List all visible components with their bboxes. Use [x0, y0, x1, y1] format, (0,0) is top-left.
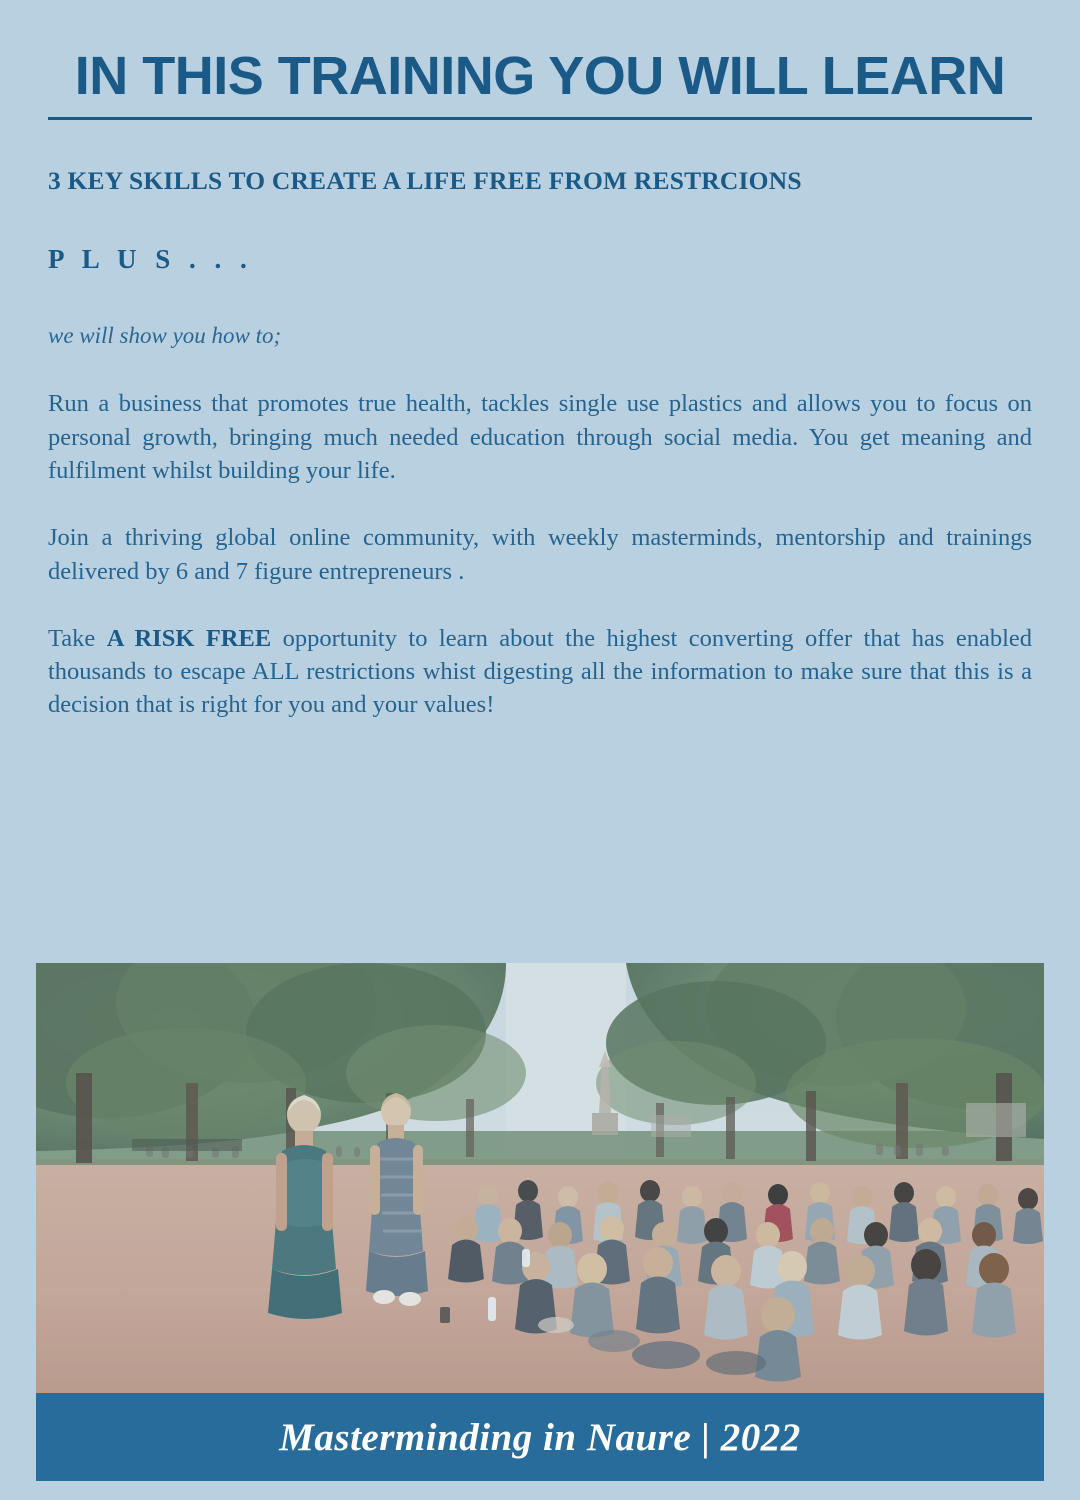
photo-mastermind-in-nature [36, 963, 1044, 1393]
plus-label: P L U S . . . [48, 244, 253, 275]
paragraph-3 [48, 622, 1032, 722]
paragraph-2: Join a thriving global online community, with weekly masterminds, mentorship and trainings delivered by 6 and 7 figure entrepreneurs . [48, 524, 1032, 585]
paragraph-3-after: opportunity to learn about the highest converting offer that has enabled thousands to escape ALL restrictions whist digesting all the information to make sure that this is a decision that is right for you and your values! [48, 624, 1033, 719]
paragraph-1: Run a business that promotes true health, tackles single use plastics and allows you to focus on personal growth, bringing much needed education through social media. You get meaning and fulfilment whilst building your life. [48, 390, 1032, 484]
footer-bar [36, 1393, 1044, 1481]
lead-in-text: we will show you how to; [48, 323, 282, 349]
title-block [48, 0, 1032, 120]
content-block [48, 120, 1032, 722]
footer-caption: Masterminding in Naure | 2022 [279, 1415, 801, 1459]
paragraph-3-before: Take [48, 624, 107, 652]
page-title: IN THIS TRAINING YOU WILL LEARN [74, 46, 1006, 106]
subheading: 3 KEY SKILLS TO CREATE A LIFE FREE FROM RESTRCIONS [48, 165, 802, 195]
paragraph-3-emphasis: A RISK FREE [106, 624, 272, 652]
